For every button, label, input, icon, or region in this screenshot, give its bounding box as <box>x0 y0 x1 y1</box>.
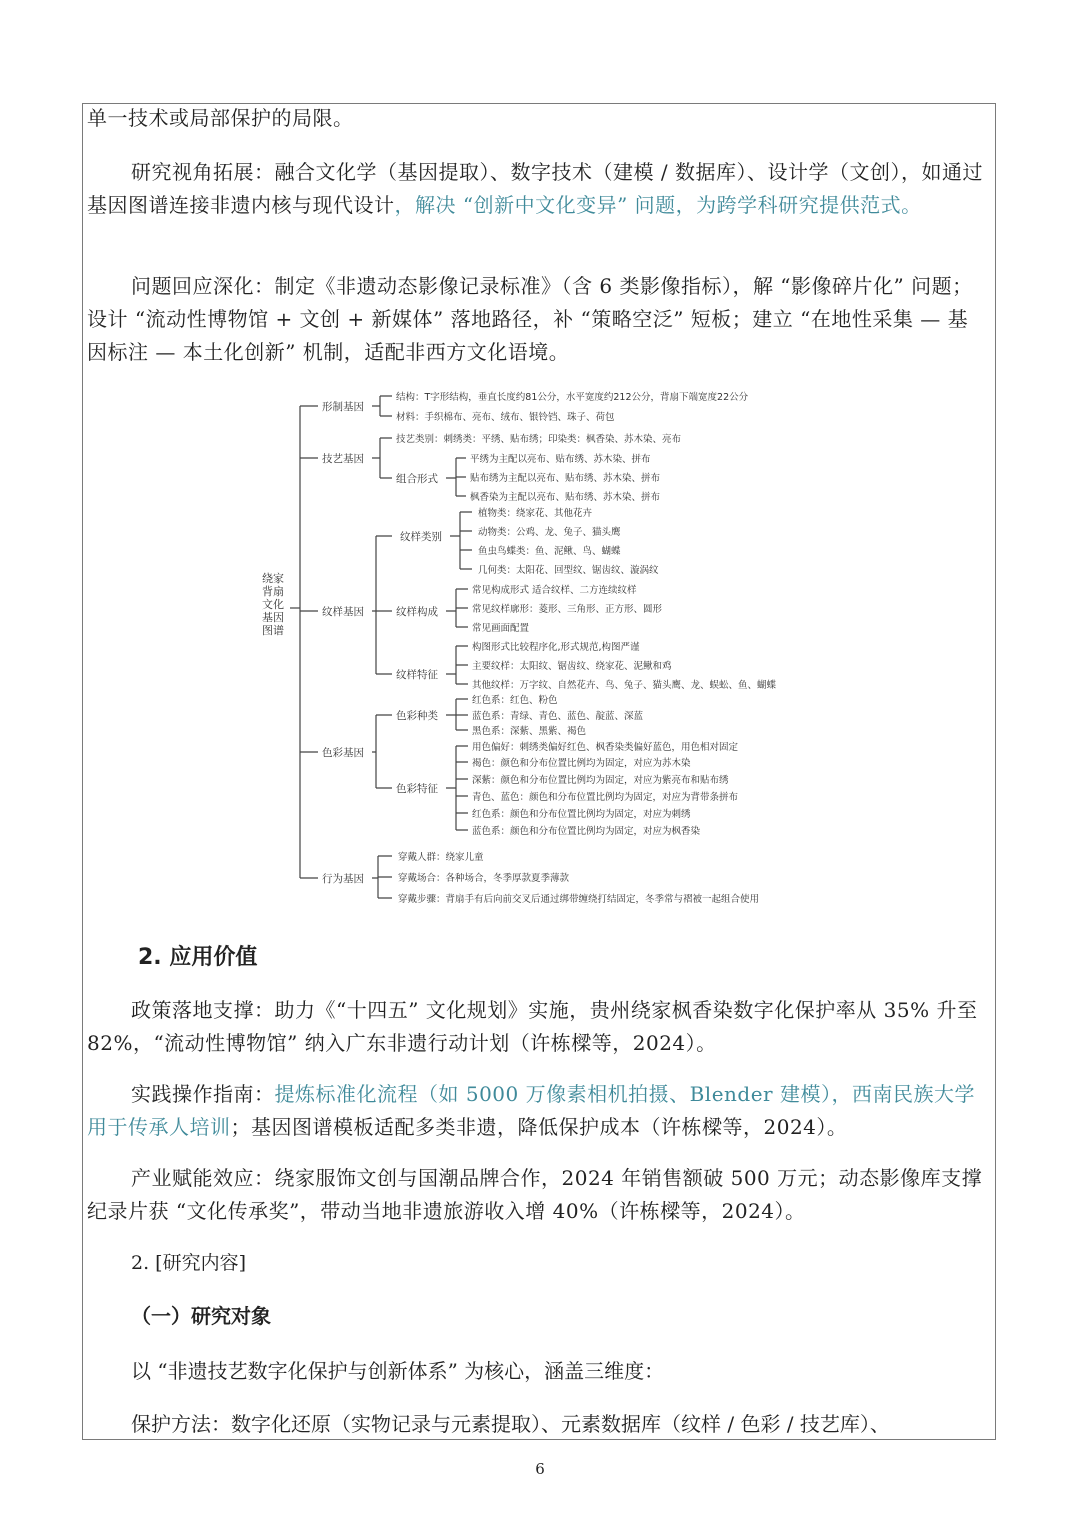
pattern-composition-leaf: 常见构成形式 适合纹样、二方连续纹样 <box>472 585 637 596</box>
research-view-text: 研究视角拓展：融合文化学（基因提取）、数字技术（建模 / 数据库）、设计学（文创），如通过基因图谱连接非遗内核与现代设计 <box>87 160 983 217</box>
pattern-category-leaf: 植物类：绕家花、其他花卉 <box>478 508 593 519</box>
color-feature-leaf: 蓝色系：颜色和分布位置比例均为固定，对应为枫香染 <box>472 826 701 837</box>
pattern-composition-leaf: 常见画面配置 <box>472 623 530 634</box>
page-number: 6 <box>535 1460 545 1478</box>
practice-suffix: ；基因图谱模板适配多类非遗，降低保护成本（许栋樑等，2024）。 <box>230 1115 848 1139</box>
color-feature-leaf: 褐色：颜色和分布位置比例均为固定，对应为苏木染 <box>472 758 691 769</box>
shape-gene-label: 形制基因 <box>322 401 364 413</box>
behavior-gene-label: 行为基因 <box>322 873 364 885</box>
practice-highlight: 提炼标准化流程（如 5000 万像素相机拍摄、Blender 建模），西南民族大学用于传承人培训 <box>87 1082 975 1139</box>
behavior-leaf: 穿戴场合：各种场合，冬季厚款夏季薄款 <box>398 873 570 884</box>
pattern-category-leaf: 动物类：公鸡、龙、兔子、猫头鹰 <box>478 527 621 538</box>
paragraph-problem: 问题回应深化：制定《非遗动态影像记录标准》（含 6 类影像指标），解 “影像碎片化” 问题；设计 “流动性博物馆 + 文创 + 新媒体” 落地路径，补 “策略空泛” 短板；建立 “在地性采集 — 基因标注 — 本土化创新” 机制，适配非西方文化语境。 <box>87 274 973 364</box>
craft-combo-label: 组合形式 <box>396 473 438 485</box>
pattern-feature-leaf: 主要纹样：太阳纹、锯齿纹、绕家花、泥鳅和鸡 <box>472 661 672 672</box>
pattern-feature-leaf: 其他纹样：万字纹、自然花卉、鸟、兔子、猫头鹰、龙、蜈蚣、鱼、蝴蝶 <box>472 680 777 691</box>
practice-prefix: 实践操作指南： <box>131 1082 275 1106</box>
color-kind-leaf: 蓝色系：青绿、青色、蓝色、靛蓝、深蓝 <box>472 711 644 722</box>
pattern-category-leaf: 鱼虫鸟蝶类：鱼、泥鳅、鸟、蝴蝶 <box>478 546 621 557</box>
paragraph-object: 以 “非遗技艺数字化保护与创新体系” 为核心，涵盖三维度： <box>131 1359 665 1383</box>
color-kind-leaf: 红色系：红色、粉色 <box>472 695 558 706</box>
paragraph-research-view <box>87 156 987 222</box>
paragraph-method: 保护方法：数字化还原（实物记录与元素提取）、元素数据库（纹样 / 色彩 / 技艺库）、 <box>131 1412 890 1436</box>
color-feature-leaf: 用色偏好：刺绣类偏好红色、枫香染类偏好蓝色，用色相对固定 <box>472 742 739 753</box>
craft-gene-label: 技艺基因 <box>322 453 364 465</box>
shape-leaf: 结构：T字形结构，垂直长度约81公分，水平宽度约212公分，背扇下端宽度22公分 <box>396 392 749 403</box>
color-feature-leaf: 红色系：颜色和分布位置比例均为固定，对应为刺绣 <box>472 809 691 820</box>
tree-root <box>262 571 284 637</box>
craft-combo-leaf: 平绣为主配以亮布、贴布绣、苏木染、拼布 <box>470 454 651 465</box>
paragraph-industry: 产业赋能效应：绕家服饰文创与国潮品牌合作，2024 年销售额破 500 万元；动态影像库支撑纪录片获 “文化传承奖”，带动当地非遗旅游收入增 40%（许栋樑等，2024）。 <box>87 1166 983 1223</box>
subsection-research-object: （一）研究对象 <box>131 1304 271 1328</box>
pattern-composition-leaf: 常见纹样廓形：菱形、三角形、正方形、圆形 <box>472 604 663 615</box>
craft-combo-leaf: 贴布绣为主配以亮布、贴布绣、苏木染、拼布 <box>470 473 661 484</box>
color-kind-leaf: 黑色系：深紫、黑紫、褐色 <box>472 726 587 737</box>
pattern-feature-leaf: 构图形式比较程序化,形式规范,构图严谨 <box>472 642 640 653</box>
craft-type-leaf: 技艺类别：刺绣类：平绣、贴布绣；印染类：枫香染、苏木染、亮布 <box>396 434 682 445</box>
craft-combo-leaf: 枫香染为主配以亮布、贴布绣、苏木染、拼布 <box>470 492 661 503</box>
pattern-category-leaf: 几何类：太阳花、回型纹、锯齿纹、漩涡纹 <box>478 565 659 576</box>
shape-leaf: 材料：手织棉布、亮布、绒布、银铃铛、珠子、荷包 <box>396 412 615 423</box>
root-line: 基因 <box>262 611 284 624</box>
paragraph-top-line: 单一技术或局部保护的局限。 <box>87 106 354 130</box>
color-kind-label: 色彩种类 <box>396 710 438 722</box>
gene-map-diagram <box>0 378 1080 918</box>
color-gene-label: 色彩基因 <box>322 747 364 759</box>
pattern-feature-label: 纹样特征 <box>396 669 438 681</box>
color-feature-leaf: 深紫：颜色和分布位置比例均为固定，对应为紫亮布和贴布绣 <box>472 775 729 786</box>
pattern-gene-label: 纹样基因 <box>322 606 364 618</box>
root-line: 图谱 <box>262 624 284 637</box>
root-line: 文化 <box>262 598 284 611</box>
behavior-leaf: 穿戴步骤：背扇手有后向前交叉后通过绑带缠绕打结固定，冬季常与褶被一起组合使用 <box>398 894 760 905</box>
pattern-composition-label: 纹样构成 <box>396 606 438 618</box>
behavior-leaf: 穿戴人群：绕家儿童 <box>398 852 484 863</box>
section-label-research-content: 2. [研究内容] <box>131 1252 246 1274</box>
root-line: 背扇 <box>262 585 284 598</box>
color-feature-leaf: 青色、蓝色：颜色和分布位置比例均为固定，对应为背带条拼布 <box>472 792 739 803</box>
root-line: 绕家 <box>262 572 284 585</box>
color-feature-label: 色彩特征 <box>396 783 438 795</box>
pattern-category-label: 纹样类别 <box>400 531 442 543</box>
paragraph-policy: 政策落地支撑：助力《“十四五” 文化规划》实施，贵州绕家枫香染数字化保护率从 35% 升至 82%，“流动性博物馆” 纳入广东非遗行动计划（许栋樑等，2024）。 <box>87 998 978 1055</box>
research-view-highlight: ，解决 “创新中文化变异” 问题，为跨学科研究提供范式。 <box>394 193 922 217</box>
heading-application-value: 2. 应用价值 <box>138 945 258 970</box>
paragraph-practice <box>87 1078 987 1144</box>
